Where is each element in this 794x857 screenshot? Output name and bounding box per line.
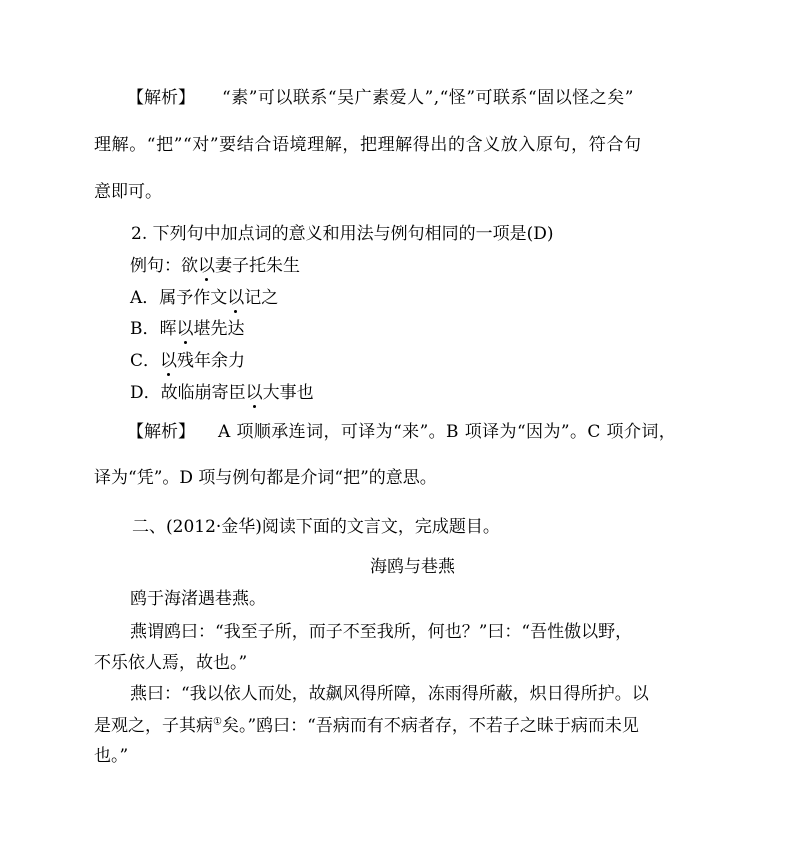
passage-line <box>94 715 639 737</box>
question-example <box>130 255 300 277</box>
question-stem: 2. 下列句中加点词的意义和用法与例句相同的一项是(D) <box>131 224 554 244</box>
dotted-word: 以 <box>176 319 194 339</box>
option-prefix: B．晖 <box>130 319 177 339</box>
dotted-word: 以 <box>198 256 215 276</box>
option-b <box>130 318 245 340</box>
passage-line: 鸥于海渚遇巷燕。 <box>130 589 266 609</box>
example-suffix: 妻子托朱生 <box>215 256 300 276</box>
option-prefix: A．属予作文 <box>130 288 228 308</box>
analysis-text-line: 理解。“把”“对”要结合语境理解，把理解得出的含义放入原句，符合句 <box>94 135 642 155</box>
analysis-text-line: “素”可以联系“吴广素爱人”,“怪”可联系“固以怪之矣” <box>222 88 634 108</box>
passage-text: 是观之，子其病 <box>94 716 213 736</box>
option-suffix: 堪先达 <box>193 319 245 339</box>
option-c <box>130 350 245 372</box>
option-suffix: 大事也 <box>262 383 314 403</box>
passage-line: 燕曰：“我以依人而处，故飙风得所障，冻雨得所蔽，炽日得所护。以 <box>130 684 649 704</box>
option-suffix: 残年余力 <box>177 351 246 371</box>
analysis-label: 【解析】 <box>127 88 195 108</box>
example-prefix: 例句：欲 <box>130 256 198 276</box>
analysis-label: 【解析】 <box>127 422 195 442</box>
dotted-word: 以 <box>160 351 178 371</box>
dotted-word: 以 <box>227 288 245 308</box>
option-prefix: D．故临崩寄臣 <box>130 383 246 403</box>
passage-line: 不乐依人焉，故也。” <box>94 653 248 673</box>
option-a <box>130 287 278 309</box>
passage-title: 海鸥与巷燕 <box>370 557 455 577</box>
option-d <box>130 382 314 404</box>
footnote-marker: ① <box>213 716 222 728</box>
analysis-text-line: 译为“凭”。D 项与例句都是介词“把”的意思。 <box>94 468 437 488</box>
option-suffix: 记之 <box>244 288 279 308</box>
analysis-text-line: A 项顺承连词，可译为“来”。B 项译为“因为”。C 项介词， <box>218 422 677 442</box>
passage-text: 矣。”鸥曰：“吾病而有不病者存，不若子之昧于病而未见 <box>221 716 639 736</box>
analysis-text-line: 意即可。 <box>94 182 162 202</box>
section-heading: 二、(2012·金华)阅读下面的文言文，完成题目。 <box>132 517 500 537</box>
option-prefix: C． <box>130 351 161 371</box>
dotted-word: 以 <box>245 383 263 403</box>
passage-line: 燕谓鸥曰：“我至子所，而子不至我所，何也？”曰：“吾性傲以野， <box>130 622 633 642</box>
passage-line: 也。” <box>94 746 129 766</box>
